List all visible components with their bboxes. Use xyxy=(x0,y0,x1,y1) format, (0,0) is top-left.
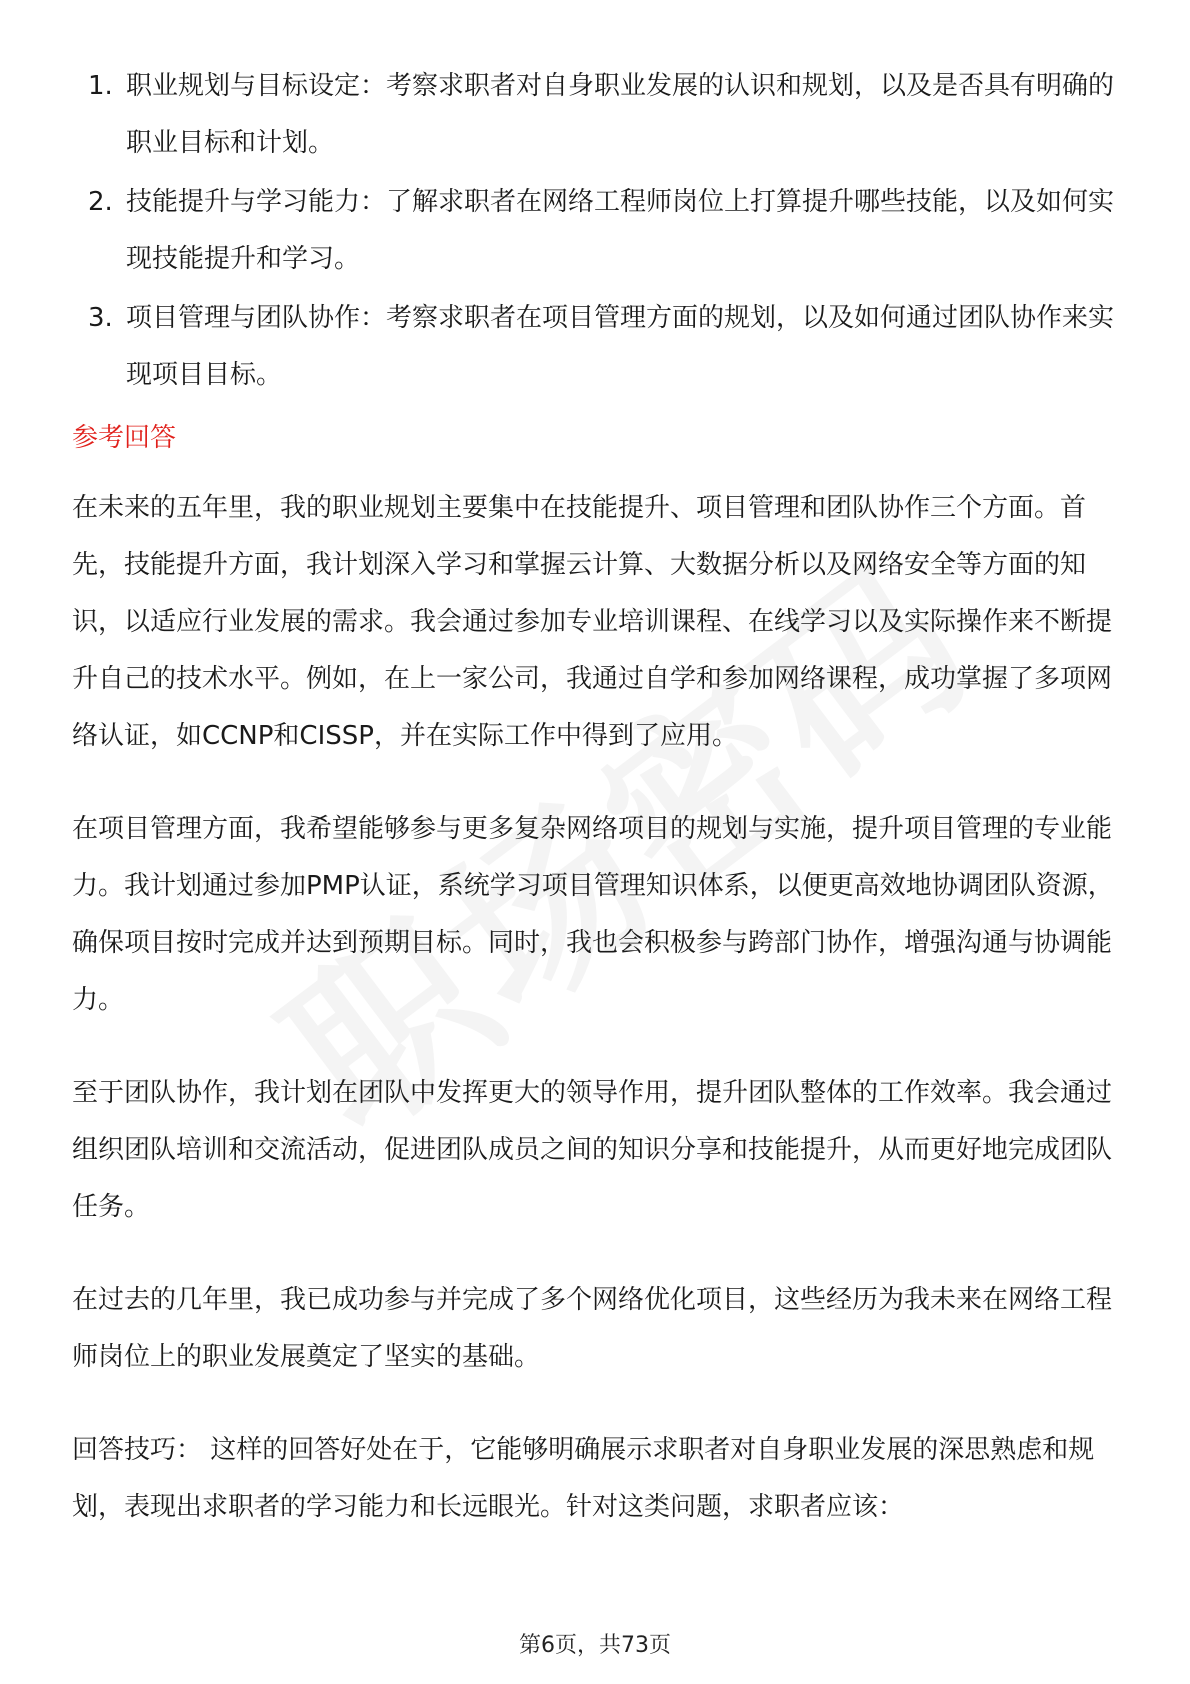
list-item-number: 3. xyxy=(88,303,113,333)
answer-paragraph: 至于团队协作，我计划在团队中发挥更大的领导作用，提升团队整体的工作效率。我会通过组织团队培训和交流活动，促进团队成员之间的知识分享和技能提升，从而更好地完成团队任务。 xyxy=(72,1078,1113,1222)
list-item-number: 2. xyxy=(88,187,113,217)
list-item-text: 技能提升与学习能力：了解求职者在网络工程师岗位上打算提升哪些技能，以及如何实现技能提升和学习。 xyxy=(126,187,1115,274)
document-body xyxy=(72,58,1122,1536)
list-item-number: 1. xyxy=(88,71,113,101)
list-item xyxy=(72,290,1122,404)
section-heading: 参考回答 xyxy=(72,423,177,453)
list-item xyxy=(72,58,1122,172)
answer-paragraph: 在项目管理方面，我希望能够参与更多复杂网络项目的规划与实施，提升项目管理的专业能力。我计划通过参加PMP认证，系统学习项目管理知识体系，以便更高效地协调团队资源，确保项目按时完成并达到预期目标。同时，我也会积极参与跨部门协作，增强沟通与协调能力。 xyxy=(72,814,1114,1015)
answer-paragraph: 在未来的五年里，我的职业规划主要集中在技能提升、项目管理和团队协作三个方面。首先，技能提升方面，我计划深入学习和掌握云计算、大数据分析以及网络安全等方面的知识，以适应行业发展的需求。我会通过参加专业培训课程、在线学习以及实际操作来不断提升自己的技术水平。例如，在上一家公司，我通过自学和参加网络课程，成功掌握了多项网络认证，如CCNP和CISSP，并在实际工作中得到了应用。 xyxy=(72,493,1113,751)
list-item-text: 职业规划与目标设定：考察求职者对自身职业发展的认识和规划，以及是否具有明确的职业目标和计划。 xyxy=(126,71,1115,158)
answer-tip: 回答技巧： 这样的回答好处在于，它能够明确展示求职者对自身职业发展的深思熟虑和规划，表现出求职者的学习能力和长远眼光。针对这类问题，求职者应该： xyxy=(72,1435,1095,1522)
answer-paragraph: 在过去的几年里，我已成功参与并完成了多个网络优化项目，这些经历为我未来在网络工程师岗位上的职业发展奠定了坚实的基础。 xyxy=(72,1285,1113,1372)
list-item xyxy=(72,174,1122,288)
list-item-text: 项目管理与团队协作：考察求职者在项目管理方面的规划，以及如何通过团队协作来实现项目目标。 xyxy=(126,303,1115,390)
page-footer: 第6页，共73页 xyxy=(519,1633,671,1658)
question-list xyxy=(72,58,1122,404)
